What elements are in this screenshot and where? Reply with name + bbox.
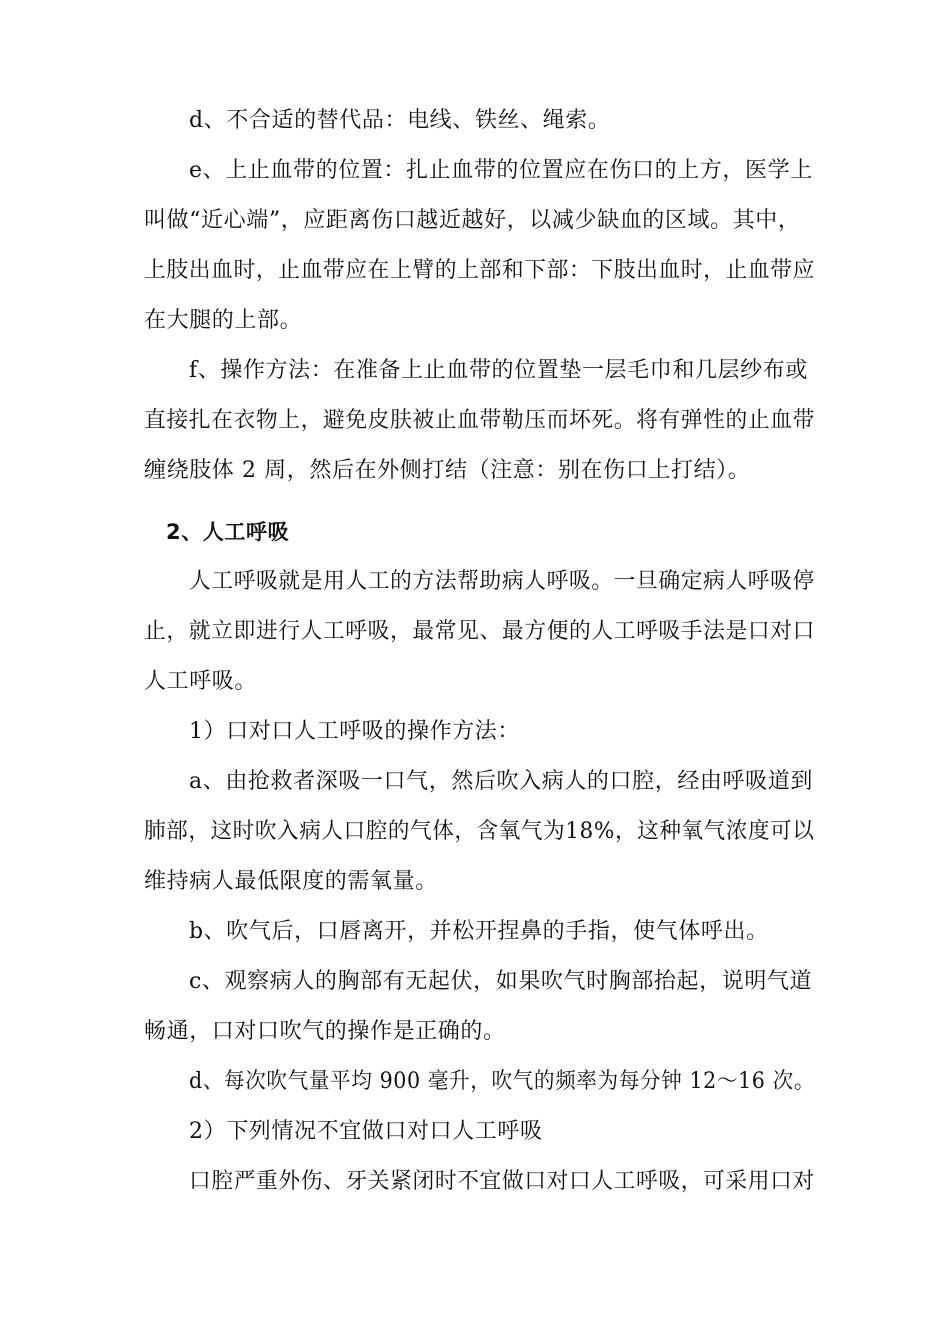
paragraph-line: d、不合适的替代品：电线、铁丝、绳索。	[189, 108, 611, 133]
paragraph-line: b、吹气后，口唇离开，并松开捏鼻的手指，使气体呼出。	[189, 919, 769, 944]
paragraph-line: 缠绕肢体 2 周，然后在外侧打结（注意：别在伤口上打结）。	[144, 458, 751, 483]
paragraph-line: 上肢出血时，止血带应在上臂的上部和下部：下肢出血时，止血带应	[144, 258, 816, 283]
section-heading: 2、人工呼吸	[166, 520, 290, 544]
paragraph-line: 直接扎在衣物上，避免皮肤被止血带勒压而坏死。将有弹性的止血带	[144, 408, 816, 433]
paragraph-line: 维持病人最低限度的需氧量。	[144, 869, 438, 894]
paragraph-line: 人工呼吸就是用人工的方法帮助病人呼吸。一旦确定病人呼吸停	[189, 569, 815, 594]
paragraph-line: f、操作方法：在准备上止血带的位置垫一层毛巾和几层纱布或	[189, 358, 808, 383]
paragraph-line: c、观察病人的胸部有无起伏，如果吹气时胸部抬起，说明气道	[189, 969, 813, 994]
paragraph-line: 畅通，口对口吹气的操作是正确的。	[144, 1019, 506, 1044]
paragraph-line: e、上止血带的位置：扎止血带的位置应在伤口的上方，医学上	[189, 158, 813, 183]
paragraph-line: a、由抢救者深吸一口气，然后吹入病人的口腔，经由呼吸道到	[189, 769, 813, 794]
paragraph-line: 止，就立即进行人工呼吸，最常见、最方便的人工呼吸手法是口对口	[144, 619, 816, 644]
paragraph-line: 叫做“近心端”，应距离伤口越近越好，以减少缺血的区域。其中，	[144, 208, 801, 233]
paragraph-line: 肺部，这时吹入病人口腔的气体，含氧气为18%，这种氧气浓度可以	[144, 819, 815, 844]
paragraph-line: 人工呼吸。	[144, 669, 258, 694]
subheading-line: 1）口对口人工呼吸的操作方法：	[189, 719, 520, 744]
paragraph-line: 在大腿的上部。	[144, 308, 303, 333]
paragraph-line: 口腔严重外伤、牙关紧闭时不宜做口对口人工呼吸，可采用口对	[189, 1169, 815, 1194]
paragraph-line: d、每次吹气量平均 900 毫升，吹气的频率为每分钟 12～16 次。	[189, 1069, 816, 1094]
subheading-line: 2）下列情况不宜做口对口人工呼吸	[189, 1119, 543, 1144]
